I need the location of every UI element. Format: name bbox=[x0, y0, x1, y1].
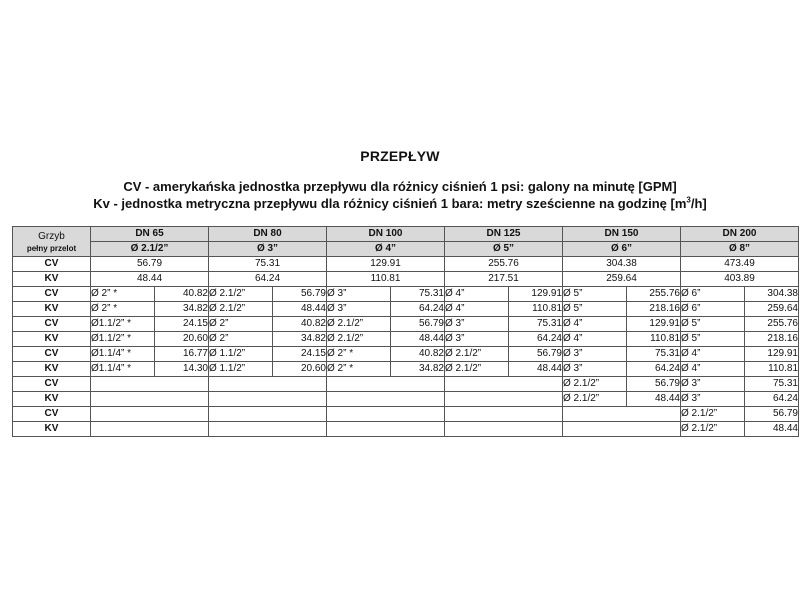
row-label: CV bbox=[13, 257, 91, 272]
reduced-value: 75.31 bbox=[391, 287, 445, 302]
reduced-value: 56.79 bbox=[273, 287, 327, 302]
reduced-value: 40.82 bbox=[155, 287, 209, 302]
empty-cell bbox=[327, 407, 445, 422]
reduced-size: Ø 2.1/2” bbox=[209, 287, 273, 302]
empty-cell bbox=[91, 392, 209, 407]
empty-cell bbox=[91, 377, 209, 392]
reduced-value: 218.16 bbox=[627, 302, 681, 317]
reduced-value: 48.44 bbox=[745, 422, 799, 437]
header-dn: DN 125 bbox=[445, 227, 563, 242]
reduced-size: Ø 3” bbox=[445, 332, 509, 347]
reduced-value: 40.82 bbox=[391, 347, 445, 362]
reduced-size: Ø 2.1/2” bbox=[563, 392, 627, 407]
reduced-value: 129.91 bbox=[745, 347, 799, 362]
header-dn: DN 200 bbox=[681, 227, 799, 242]
empty-cell bbox=[91, 422, 209, 437]
row-label: KV bbox=[13, 422, 91, 437]
reduced-value: 64.24 bbox=[745, 392, 799, 407]
reduced-size: Ø 2” * bbox=[91, 287, 155, 302]
empty-cell bbox=[209, 377, 327, 392]
reduced-size: Ø 2.1/2” bbox=[327, 317, 391, 332]
empty-cell bbox=[445, 407, 563, 422]
reduced-value: 48.44 bbox=[391, 332, 445, 347]
reduced-size: Ø 3” bbox=[681, 392, 745, 407]
full-kv-value: 217.51 bbox=[445, 272, 563, 287]
reduced-value: 64.24 bbox=[509, 332, 563, 347]
reduced-value: 75.31 bbox=[509, 317, 563, 332]
reduced-size: Ø 1.1/2” bbox=[209, 347, 273, 362]
row-label: CV bbox=[13, 347, 91, 362]
header-diameter: Ø 4” bbox=[327, 242, 445, 257]
reduced-size: Ø 5” bbox=[681, 317, 745, 332]
flow-table bbox=[12, 226, 799, 437]
reduced-size: Ø 3” bbox=[681, 377, 745, 392]
reduced-value: 34.82 bbox=[273, 332, 327, 347]
reduced-value: 48.44 bbox=[273, 302, 327, 317]
reduced-value: 110.81 bbox=[509, 302, 563, 317]
full-cv-row bbox=[13, 257, 799, 272]
reduced-size: Ø 2” * bbox=[327, 347, 391, 362]
row-label: KV bbox=[13, 392, 91, 407]
header-diameter: Ø 6” bbox=[563, 242, 681, 257]
reduced-size: Ø 2.1/2” bbox=[209, 302, 273, 317]
reduced-value: 56.79 bbox=[627, 377, 681, 392]
reduced-row bbox=[13, 302, 799, 317]
reduced-row bbox=[13, 317, 799, 332]
reduced-value: 110.81 bbox=[627, 332, 681, 347]
header-row-dn bbox=[13, 227, 799, 242]
reduced-size: Ø1.1/2” * bbox=[91, 332, 155, 347]
header-dn: DN 65 bbox=[91, 227, 209, 242]
full-kv-value: 259.64 bbox=[563, 272, 681, 287]
reduced-size: Ø 3” bbox=[445, 317, 509, 332]
header-grzyb-label: Grzyb bbox=[38, 230, 65, 242]
empty-cell bbox=[209, 422, 327, 437]
row-label: CV bbox=[13, 317, 91, 332]
reduced-size: Ø 2” * bbox=[327, 362, 391, 377]
header-dn: DN 100 bbox=[327, 227, 445, 242]
full-cv-value: 129.91 bbox=[327, 257, 445, 272]
reduced-size: Ø 4” bbox=[681, 362, 745, 377]
reduced-value: 64.24 bbox=[627, 362, 681, 377]
reduced-value: 304.38 bbox=[745, 287, 799, 302]
reduced-row bbox=[13, 407, 799, 422]
reduced-value: 64.24 bbox=[391, 302, 445, 317]
reduced-size: Ø 4” bbox=[445, 302, 509, 317]
full-cv-value: 255.76 bbox=[445, 257, 563, 272]
reduced-value: 129.91 bbox=[627, 317, 681, 332]
full-cv-value: 304.38 bbox=[563, 257, 681, 272]
reduced-size: Ø 3” bbox=[563, 362, 627, 377]
reduced-size: Ø 4” bbox=[681, 347, 745, 362]
reduced-size: Ø 2” bbox=[209, 332, 273, 347]
full-kv-value: 48.44 bbox=[91, 272, 209, 287]
full-kv-row bbox=[13, 272, 799, 287]
reduced-value: 56.79 bbox=[509, 347, 563, 362]
empty-cell bbox=[327, 422, 445, 437]
full-kv-value: 64.24 bbox=[209, 272, 327, 287]
empty-cell bbox=[445, 422, 563, 437]
empty-cell bbox=[91, 407, 209, 422]
empty-cell bbox=[445, 392, 563, 407]
reduced-size: Ø 6” bbox=[681, 302, 745, 317]
reduced-size: Ø 2” bbox=[209, 317, 273, 332]
empty-cell bbox=[445, 377, 563, 392]
reduced-size: Ø 2” * bbox=[91, 302, 155, 317]
full-cv-value: 56.79 bbox=[91, 257, 209, 272]
reduced-size: Ø 2.1/2” bbox=[563, 377, 627, 392]
reduced-size: Ø 2.1/2” bbox=[681, 407, 745, 422]
header-dn: DN 150 bbox=[563, 227, 681, 242]
reduced-size: Ø 1.1/2” bbox=[209, 362, 273, 377]
kv-definition-unit: /h] bbox=[690, 196, 707, 211]
cv-definition: CV - amerykańska jednostka przepływu dla różnicy ciśnień 1 psi: galony na minutę [GPM] bbox=[123, 179, 677, 194]
reduced-value: 34.82 bbox=[155, 302, 209, 317]
full-cv-value: 473.49 bbox=[681, 257, 799, 272]
full-kv-value: 403.89 bbox=[681, 272, 799, 287]
empty-cell bbox=[563, 407, 681, 422]
reduced-size: Ø 2.1/2” bbox=[327, 332, 391, 347]
empty-cell bbox=[209, 392, 327, 407]
row-label: KV bbox=[13, 362, 91, 377]
kv-definition-text: Kv - jednostka metryczna przepływu dla różnicy ciśnień 1 bara: metry sześcienne na godzinę [m bbox=[93, 196, 687, 211]
reduced-value: 48.44 bbox=[627, 392, 681, 407]
reduced-size: Ø 3” bbox=[563, 347, 627, 362]
reduced-value: 255.76 bbox=[745, 317, 799, 332]
reduced-size: Ø 2.1/2” bbox=[445, 362, 509, 377]
header-diameter: Ø 8” bbox=[681, 242, 799, 257]
full-kv-value: 110.81 bbox=[327, 272, 445, 287]
reduced-value: 20.60 bbox=[155, 332, 209, 347]
row-label: CV bbox=[13, 377, 91, 392]
reduced-size: Ø 2.1/2” bbox=[445, 347, 509, 362]
header-grzyb bbox=[13, 227, 91, 257]
reduced-value: 48.44 bbox=[509, 362, 563, 377]
reduced-size: Ø1.1/4” * bbox=[91, 362, 155, 377]
empty-cell bbox=[563, 422, 681, 437]
reduced-value: 40.82 bbox=[273, 317, 327, 332]
reduced-value: 75.31 bbox=[745, 377, 799, 392]
reduced-row bbox=[13, 392, 799, 407]
reduced-size: Ø 3” bbox=[327, 302, 391, 317]
reduced-value: 20.60 bbox=[273, 362, 327, 377]
reduced-size: Ø1.1/4” * bbox=[91, 347, 155, 362]
reduced-value: 259.64 bbox=[745, 302, 799, 317]
empty-cell bbox=[327, 377, 445, 392]
reduced-value: 16.77 bbox=[155, 347, 209, 362]
kv-definition bbox=[0, 195, 800, 212]
reduced-size: Ø 4” bbox=[445, 287, 509, 302]
header-diameter: Ø 5” bbox=[445, 242, 563, 257]
reduced-value: 56.79 bbox=[391, 317, 445, 332]
empty-cell bbox=[327, 392, 445, 407]
header-diameter: Ø 2.1/2” bbox=[91, 242, 209, 257]
reduced-size: Ø 5” bbox=[563, 302, 627, 317]
reduced-row bbox=[13, 377, 799, 392]
reduced-value: 24.15 bbox=[155, 317, 209, 332]
units-description bbox=[0, 178, 800, 212]
reduced-size: Ø 4” bbox=[563, 317, 627, 332]
reduced-size: Ø 3” bbox=[327, 287, 391, 302]
reduced-value: 129.91 bbox=[509, 287, 563, 302]
row-label: KV bbox=[13, 272, 91, 287]
reduced-row bbox=[13, 422, 799, 437]
empty-cell bbox=[209, 407, 327, 422]
row-label: CV bbox=[13, 287, 91, 302]
reduced-size: Ø1.1/2” * bbox=[91, 317, 155, 332]
reduced-size: Ø 6” bbox=[681, 287, 745, 302]
header-grzyb-sub: pełny przelot bbox=[26, 243, 77, 253]
document-title: PRZEPŁYW bbox=[360, 148, 440, 164]
row-label: CV bbox=[13, 407, 91, 422]
reduced-row bbox=[13, 347, 799, 362]
reduced-size: Ø 5” bbox=[563, 287, 627, 302]
row-label: KV bbox=[13, 332, 91, 347]
header-diameter: Ø 3” bbox=[209, 242, 327, 257]
reduced-value: 56.79 bbox=[745, 407, 799, 422]
reduced-value: 34.82 bbox=[391, 362, 445, 377]
header-dn: DN 80 bbox=[209, 227, 327, 242]
reduced-value: 14.30 bbox=[155, 362, 209, 377]
reduced-row bbox=[13, 332, 799, 347]
reduced-value: 218.16 bbox=[745, 332, 799, 347]
reduced-value: 75.31 bbox=[627, 347, 681, 362]
header-row-diameter bbox=[13, 242, 799, 257]
full-cv-value: 75.31 bbox=[209, 257, 327, 272]
reduced-size: Ø 2.1/2” bbox=[681, 422, 745, 437]
reduced-size: Ø 4” bbox=[563, 332, 627, 347]
reduced-row bbox=[13, 287, 799, 302]
reduced-value: 24.15 bbox=[273, 347, 327, 362]
reduced-row bbox=[13, 362, 799, 377]
reduced-value: 110.81 bbox=[745, 362, 799, 377]
reduced-value: 255.76 bbox=[627, 287, 681, 302]
kv-definition-superscript: 3 bbox=[686, 195, 691, 205]
row-label: KV bbox=[13, 302, 91, 317]
reduced-size: Ø 5” bbox=[681, 332, 745, 347]
